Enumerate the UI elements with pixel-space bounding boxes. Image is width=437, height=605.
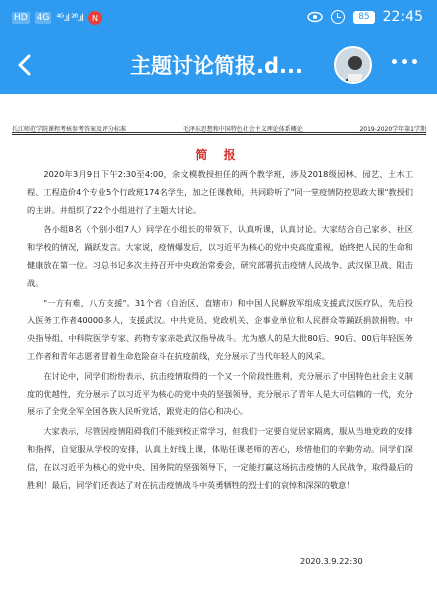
paragraph: 各小组8名（个别小组7人）同学在小组长的带领下，认真听课，认真讨论。大家结合自己家乡、社区和学校的情况，踊跃发言。大家说，疫情爆发后，以习近平为核心的党中央高度重视，始终把人民的生命和健康放在第一位。习总书记多次主持召开中央政治常委会，研究部署抗击疫情人民战争、武汉保卫战、阻击战。	[27, 224, 413, 288]
header-divider	[12, 134, 426, 135]
header-left: 长江师范学院课程考核参考答案及评分标准	[12, 126, 127, 133]
page-title: 主题讨论简报.d...	[130, 54, 303, 78]
network-chip: 4G	[36, 13, 50, 23]
status-right	[307, 9, 423, 25]
document-date: 2020.3.9.22:30	[300, 556, 363, 566]
header-center: 毛泽东思想和中国特色社会主义理论体系概论	[182, 126, 303, 133]
header-divider	[12, 132, 426, 133]
dot	[402, 59, 407, 64]
battery-indicator: 85	[353, 11, 374, 24]
paragraph: 大家表示，尽管因疫情阻碍我们不能到校正常学习，但我们一定要自觉居家隔离，服从当地党政的安排和指挥，自觉服从学校的安排，认真上好线上课，体贴任课老师的苦心，珍惜他们的辛勤劳动。同学们深信，在以习近平为核心的党中央、国务院的坚强领导下，一定能打赢这场抗击疫情的人民战争，取得最后的胜利！最后，同学们还表达了对在抗击疫情战斗中英勇牺牲的烈士们的哀悼和深深的敬意！	[27, 426, 413, 490]
status-left	[12, 11, 102, 25]
dot	[412, 59, 417, 64]
header-right: 2019-2020学年第1学期	[359, 126, 426, 133]
back-button[interactable]	[10, 49, 42, 81]
hd-chip: HD	[14, 13, 28, 23]
eye-icon	[307, 10, 323, 24]
nav-bar	[0, 36, 437, 94]
chevron-left-icon	[10, 49, 42, 81]
status-bar	[0, 0, 437, 36]
document-title: 简 报	[195, 148, 242, 162]
more-dots-icon[interactable]	[392, 59, 417, 64]
paragraph: "一方有难，八方支援"。31个省（自治区、直辖市）和中国人民解放军组成支援武汉医疗队，先后投入医务工作者40000多人，支援武汉。中共党员、党政机关、企事业单位和人民群众等踊跃捐款捐物。中央指导组、中科院医学专家、药物专家亲赴武汉指导战斗。尤为感人的是大批80后、90后、00后年轻医务工作者和青年志愿者冒着生命危险奋斗在抗疫前线，充分展示了当代年轻人的风采。	[27, 297, 413, 361]
paragraph: 在讨论中，同学们纷纷表示，抗击疫情取得的一个又一个阶段性胜利，充分展示了中国特色社会主义制度的优越性，充分展示了以习近平为核心的党中央的坚强领导，充分展示了青年人是大可信赖的一代，充分展示了全党全军全国各族人民听党话，跟党走的信心和决心。	[27, 370, 413, 417]
signal-icon: ⁴ᴳ.ıl ²⁶.ıl	[56, 12, 83, 24]
dot	[392, 59, 397, 64]
paragraph: 2020年3月9日下午2:30至4:00，余文模教授担任的两个教学班，涉及2018级园林、园艺、土木工程、工程造价4个专业5个行政班174名学生，加之任课教师，共同聆听了"同一堂疫情防控思政大课"教授们的主讲。并组织了22个小组进行了主题大讨论。	[27, 169, 413, 215]
document-view[interactable]	[0, 94, 437, 605]
document-body	[27, 166, 413, 496]
alarm-icon	[331, 10, 345, 24]
clock: 22:45	[382, 9, 423, 25]
notification-badge: N	[88, 11, 102, 25]
avatar[interactable]	[334, 46, 372, 84]
